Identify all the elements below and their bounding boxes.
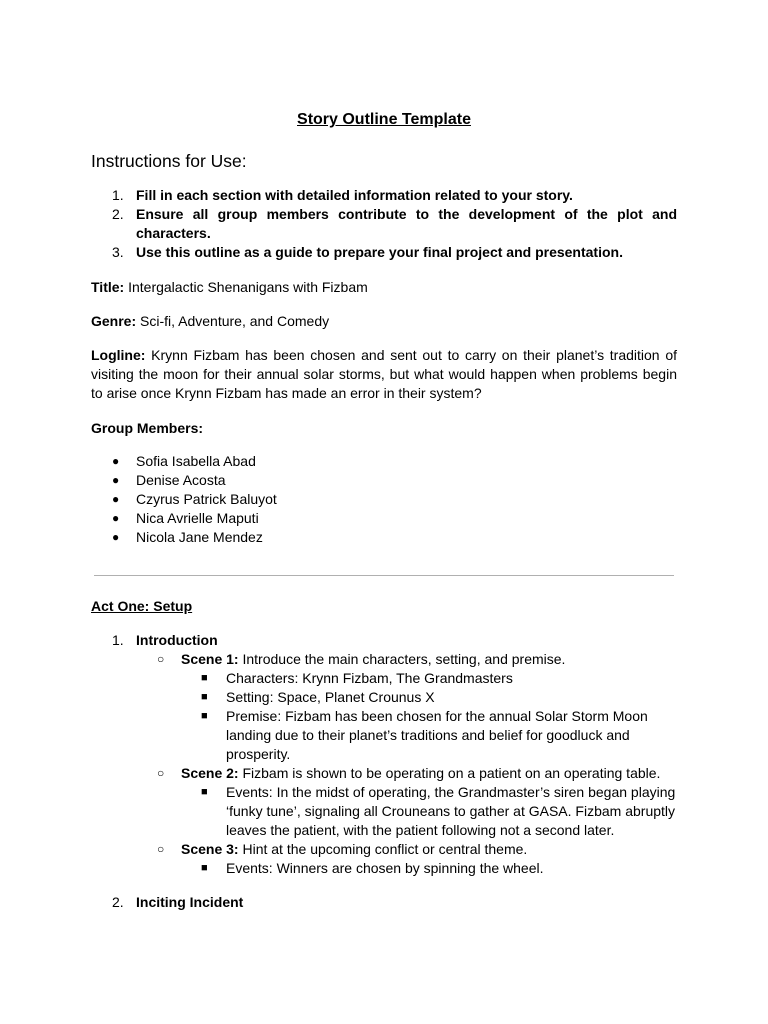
bullet-icon: ● (112, 454, 120, 468)
bullet-icon: ● (112, 492, 120, 506)
spacer (91, 878, 677, 893)
list-number: 1. (112, 632, 124, 648)
scene-detail: ■ Setting: Space, Planet Crounus X (201, 689, 435, 705)
list-item: ● Nicola Jane Mendez (112, 529, 263, 545)
scene-detail: ■ Characters: Krynn Fizbam, The Grandmasters (201, 670, 513, 686)
scene-item: ○ Scene 2: Fizbam is shown to be operating on a patient on an operating table. (157, 765, 661, 781)
square-bullet-icon: ■ (201, 862, 208, 874)
scene-label: Scene 1: (181, 651, 239, 667)
genre-value: Sci-fi, Adventure, and Comedy (140, 313, 330, 329)
group-members-heading: Group Members: (91, 420, 204, 436)
list-item: ● Nica Avrielle Maputi (112, 510, 259, 526)
bullet-icon: ● (112, 530, 120, 544)
list-item: ● Denise Acosta (112, 472, 226, 488)
outline-section (91, 631, 677, 650)
logline-value: Krynn Fizbam has been chosen and sent out to carry on their planet’s tradition of visiting the moon for their annual solar storms, but what would happen when problems begin to arise once Krynn Fizbam has made an error in their system? (91, 347, 677, 401)
circle-bullet-icon: ○ (157, 652, 165, 666)
instructions-list (91, 186, 677, 262)
circle-bullet-icon: ○ (157, 842, 165, 856)
group-members-list (91, 452, 677, 547)
instruction-item: 1. Fill in each section with detailed information related to your story. (112, 187, 573, 203)
title-label: Title: (91, 279, 125, 295)
list-number: 2. (112, 894, 124, 910)
genre-label: Genre: (91, 313, 137, 329)
instruction-item: 2. Ensure all group members contribute to the development of the plot and characters. (112, 206, 677, 241)
square-bullet-icon: ■ (201, 672, 208, 684)
square-bullet-icon: ■ (201, 691, 208, 703)
list-number: 3. (112, 244, 124, 260)
scene-detail: ■ Premise: Fizbam has been chosen for the annual Solar Storm Moon landing due to their planet’s traditions and belief for goodluck and prosperity. (201, 708, 648, 762)
square-bullet-icon: ■ (201, 710, 208, 722)
section-title: Inciting Incident (136, 894, 244, 910)
outline-section (91, 893, 677, 912)
scene-label: Scene 3: (181, 841, 239, 857)
circle-bullet-icon: ○ (157, 766, 165, 780)
title-field (91, 278, 677, 297)
instructions-heading: Instructions for Use: (91, 151, 247, 171)
bullet-icon: ● (112, 473, 120, 487)
list-item: ● Czyrus Patrick Baluyot (112, 491, 277, 507)
list-number: 2. (112, 206, 124, 222)
scene-detail: ■ Events: In the midst of operating, the Grandmaster’s siren began playing ‘funky tune’, signaling all Crouneans to gather at GASA. Fizbam abruptly leaves the patient, with the patient following not a second later. (201, 784, 676, 838)
horizontal-divider (94, 575, 674, 576)
genre-field (91, 312, 677, 331)
scene-item: ○ Scene 3: Hint at the upcoming conflict or central theme. (157, 841, 528, 857)
instruction-item: 3. Use this outline as a guide to prepare your final project and presentation. (112, 244, 623, 260)
list-item: ● Sofia Isabella Abad (112, 453, 256, 469)
scene-label: Scene 2: (181, 765, 239, 781)
act-one-outline (91, 631, 677, 912)
act-one-heading: Act One: Setup (91, 598, 193, 614)
bullet-icon: ● (112, 511, 120, 525)
title-value: Intergalactic Shenanigans with Fizbam (128, 279, 368, 295)
square-bullet-icon: ■ (201, 786, 208, 798)
logline-field (91, 346, 677, 403)
section-title: Introduction (136, 632, 218, 648)
list-number: 1. (112, 187, 124, 203)
scene-item: ○ Scene 1: Introduce the main characters, setting, and premise. (157, 651, 566, 667)
scene-detail: ■ Events: Winners are chosen by spinning the wheel. (201, 860, 544, 876)
document-title: Story Outline Template (297, 111, 471, 128)
logline-label: Logline: (91, 347, 146, 363)
